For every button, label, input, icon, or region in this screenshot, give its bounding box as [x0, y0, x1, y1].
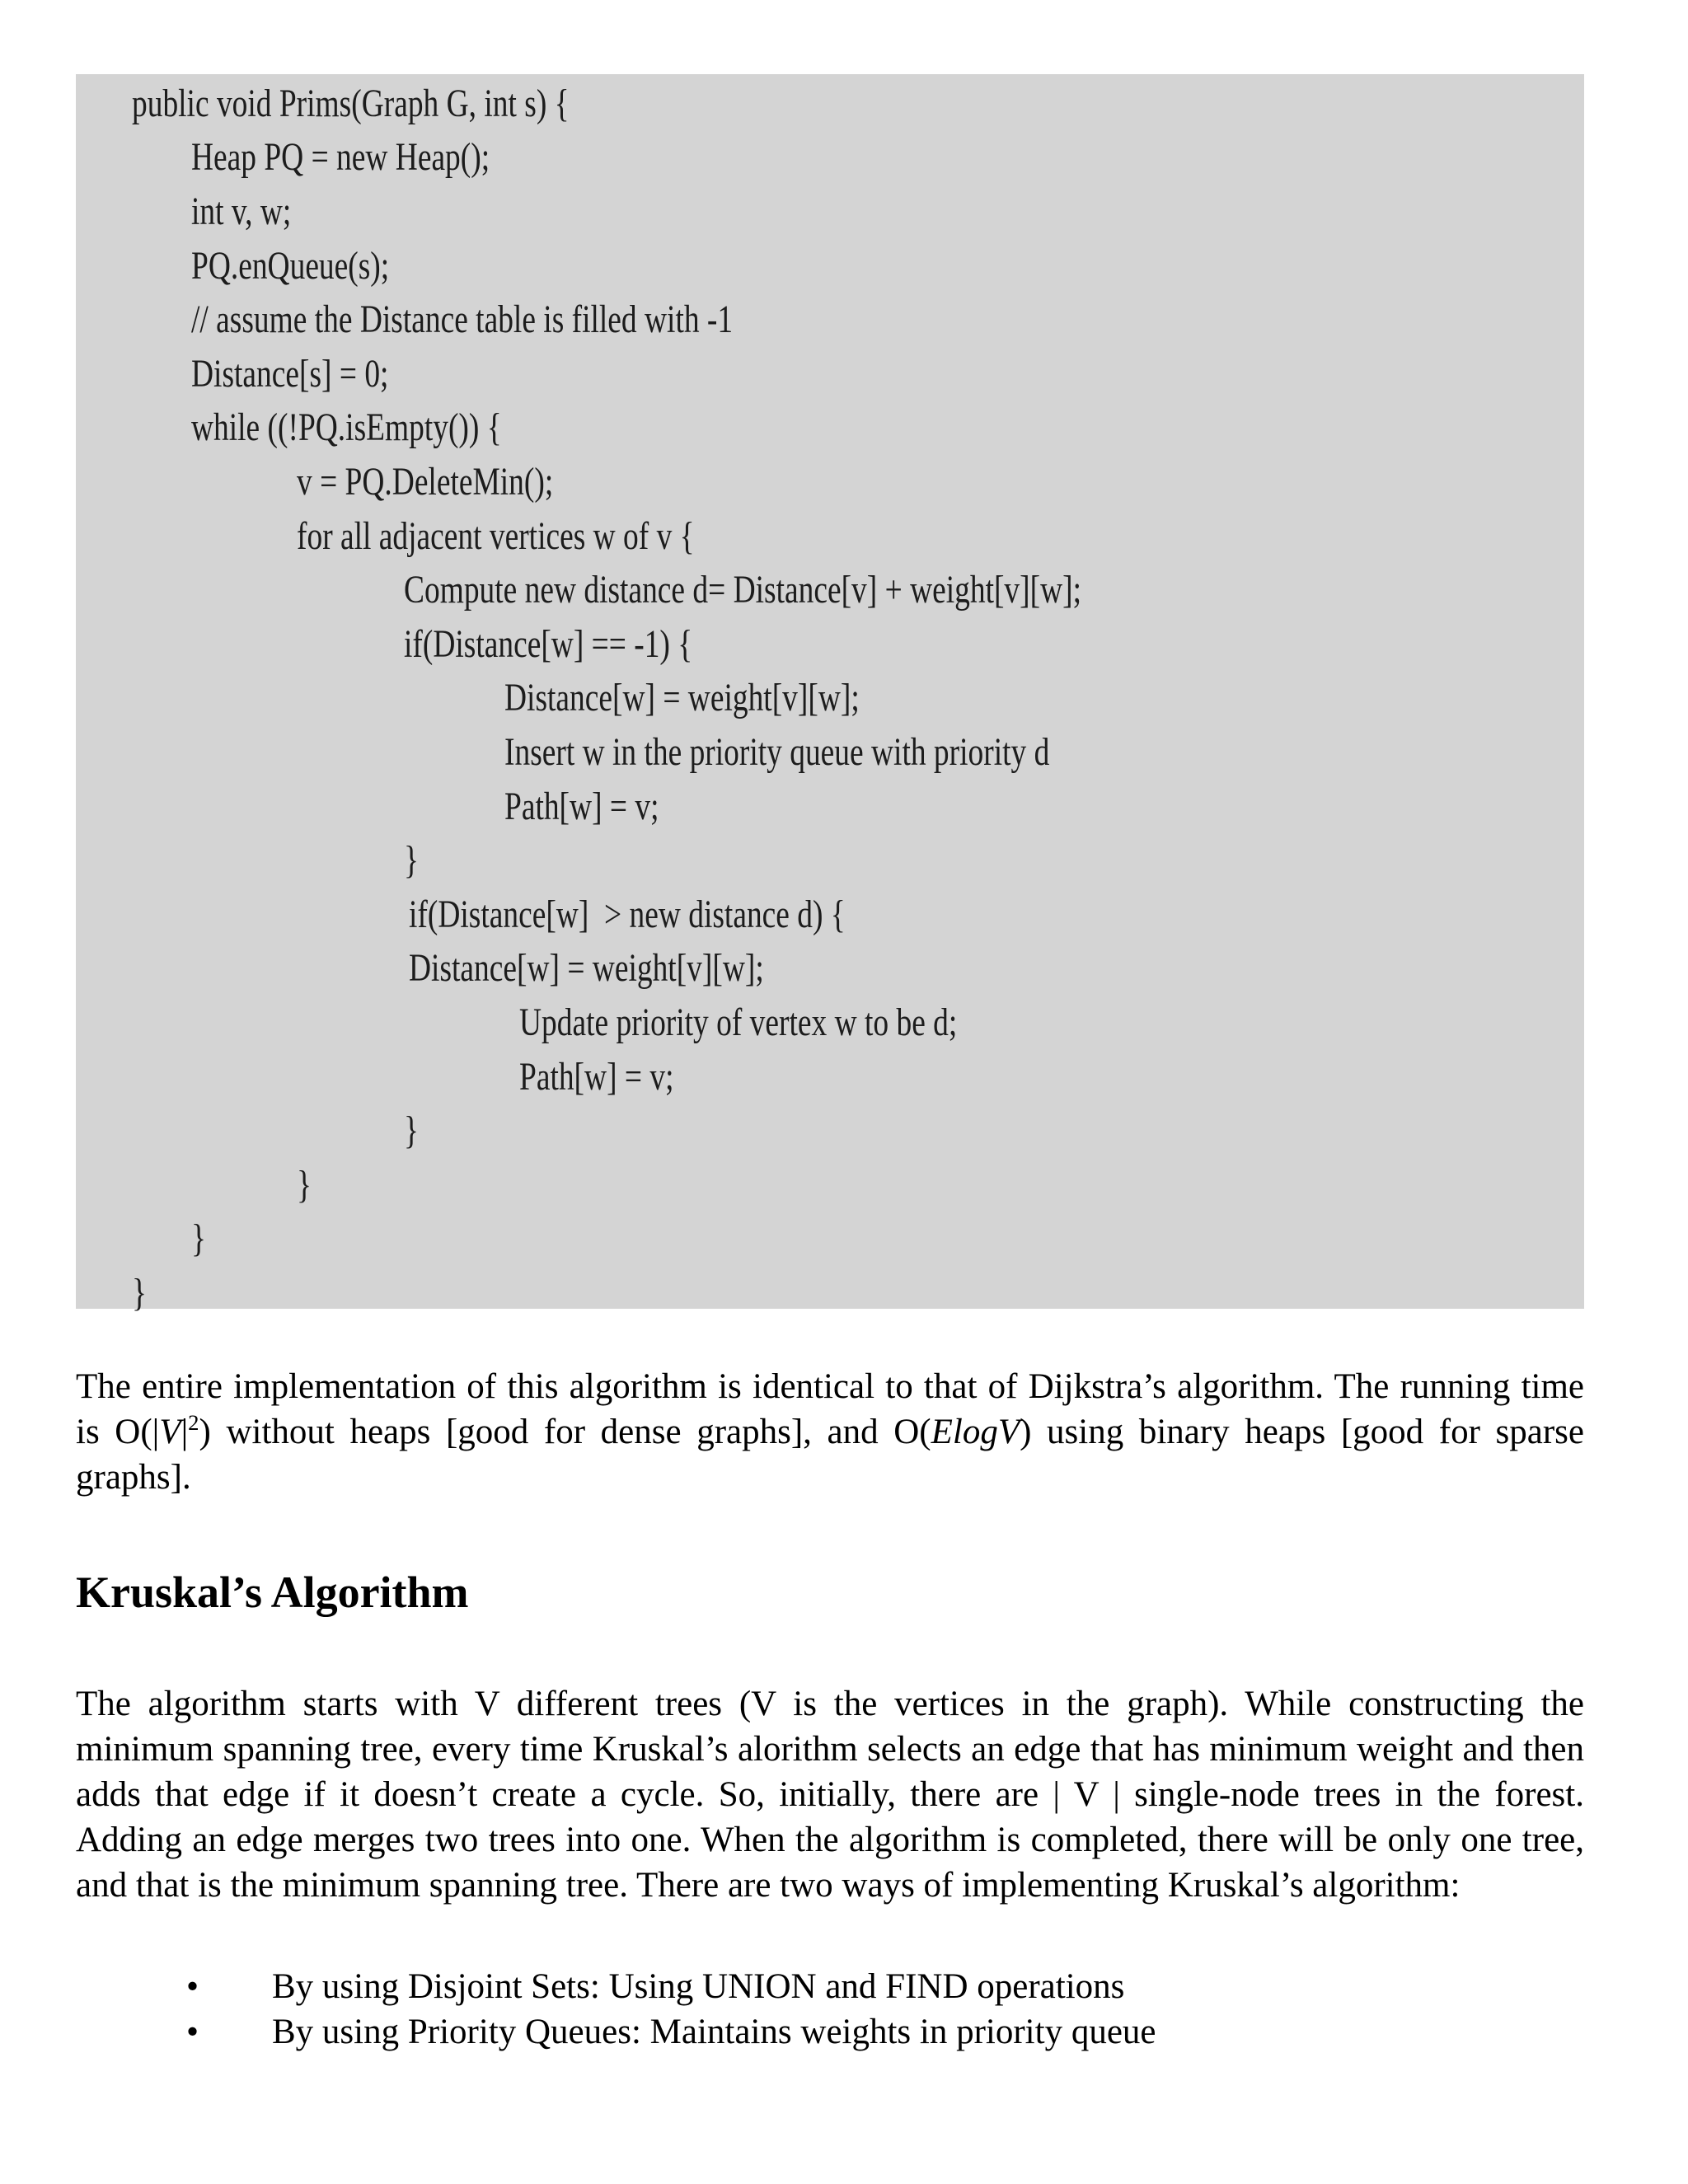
code-line: Heap PQ = new Heap();: [191, 135, 490, 179]
code-line: Insert w in the priority queue with priority d: [504, 730, 1050, 774]
code-line: int v, w;: [191, 190, 292, 233]
bullet-marker: •: [186, 1967, 199, 2006]
code-line: v = PQ.DeleteMin();: [297, 460, 554, 504]
code-line: // assume the Distance table is filled with -1: [191, 298, 734, 341]
code-line: }: [132, 1271, 147, 1315]
elogv-term: ElogV: [931, 1413, 1020, 1451]
vertex-count-symbol: V: [159, 1413, 181, 1451]
section-heading: Kruskal’s Algorithm: [76, 1568, 469, 1617]
code-line: if(Distance[w] > new distance d) {: [409, 893, 846, 936]
kruskal-paragraph: The algorithm starts with V different trees (V is the vertices in the graph). While constructing the minimum spanning tree, every time Kruskal’s alorithm selects an edge that has minimum weight and then adds that edge if it doesn’t create a cycle. So, initially, there are | V | single-node trees in the forest. Adding an edge merges two trees into one. When the algorithm is completed, there will be only one tree, and that is the minimum spanning tree. There are two ways of implementing Kruskal’s algorithm:: [76, 1685, 1584, 1905]
prims-running-time-paragraph: The entire implementation of this algorithm is identical to that of Dijkstra’s algorithm. The running time is $O(|V|^2)$ without heaps [good for dense graphs], and O(ElogV) using binary heaps [good for sparse graphs].: [76, 1367, 1584, 1497]
code-line: PQ.enQueue(s);: [191, 244, 390, 288]
exponent: 2: [188, 1410, 199, 1436]
code-line: Update priority of vertex w to be d;: [519, 1001, 958, 1044]
bullet-marker: •: [186, 2013, 199, 2051]
list-item: By using Disjoint Sets: Using UNION and FIND operations: [272, 1967, 1125, 2006]
code-line: Path[w] = v;: [504, 785, 659, 828]
code-line: Distance[w] = weight[v][w];: [409, 946, 764, 990]
code-line: Distance[s] = 0;: [191, 352, 389, 396]
code-line: }: [404, 1108, 419, 1152]
code-line: Compute new distance d= Distance[v] + weight[v][w];: [404, 568, 1081, 612]
code-line: }: [404, 838, 419, 882]
code-line: while ((!PQ.isEmpty()) {: [191, 405, 502, 449]
code-line: if(Distance[w] == -1) {: [404, 622, 693, 666]
code-line: public void Prims(Graph G, int s) {: [132, 82, 570, 125]
code-line: }: [297, 1163, 312, 1207]
code-line: Path[w] = v;: [519, 1055, 674, 1099]
list-item: By using Priority Queues: Maintains weights in priority queue: [272, 2013, 1156, 2051]
code-line: for all adjacent vertices w of v {: [297, 514, 695, 558]
code-line: }: [191, 1216, 206, 1260]
code-line: Distance[w] = weight[v][w];: [504, 676, 860, 719]
